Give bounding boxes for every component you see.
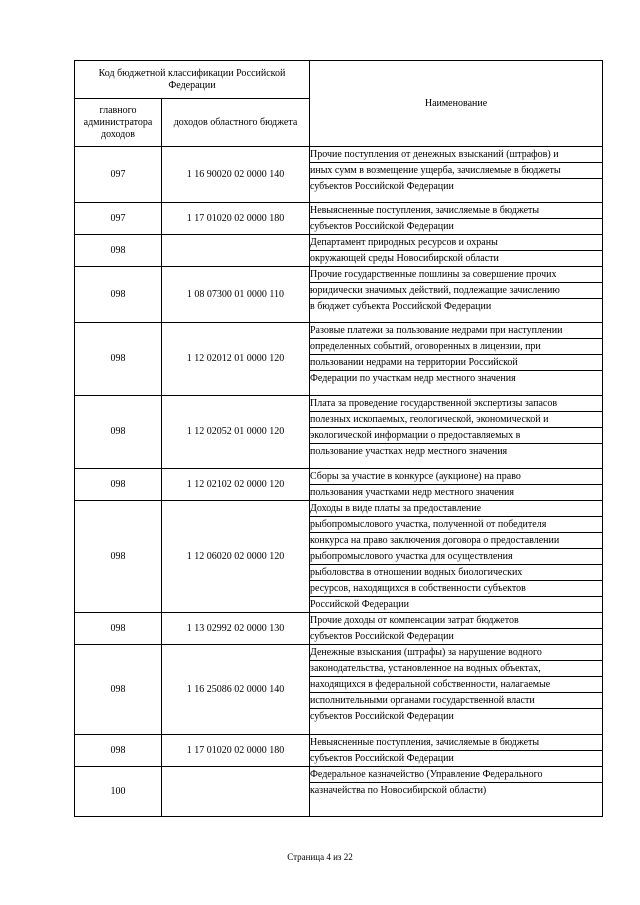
table-row	[75, 767, 603, 817]
name-line: иных сумм в возмещение ущерба, зачисляемые в бюджеты	[310, 163, 602, 179]
name-cell	[310, 501, 603, 613]
income-column-header: доходов областного бюджета	[162, 99, 310, 147]
name-cell	[310, 735, 603, 767]
income-code-cell: 1 13 02992 02 0000 130	[162, 613, 310, 645]
name-cell	[310, 267, 603, 323]
name-cell	[310, 396, 603, 469]
name-line: полезных ископаемых, геологической, экономической и	[310, 412, 602, 428]
name-column-header: Наименование	[310, 61, 603, 147]
admin-code-cell: 098	[75, 469, 162, 501]
name-line: Российской Федерации	[310, 599, 410, 610]
admin-column-header: главного администратора доходов	[75, 99, 162, 147]
name-line: Сборы за участие в конкурсе (аукционе) на право	[310, 469, 602, 485]
income-code-cell: 1 12 02102 02 0000 120	[162, 469, 310, 501]
name-line: юридически значимых действий, подлежащие зачислению	[310, 283, 602, 299]
table-row	[75, 469, 603, 501]
name-line: субъектов Российской Федерации	[310, 631, 454, 642]
admin-code-cell: 098	[75, 396, 162, 469]
name-line: Денежные взыскания (штрафы) за нарушение водного	[310, 645, 602, 661]
table-row	[75, 267, 603, 323]
table-row	[75, 501, 603, 613]
name-line: исполнительными органами государственной власти	[310, 693, 602, 709]
name-line: рыбопромыслового участка для осуществления	[310, 549, 602, 565]
name-line: экологической информации о предоставляемых в	[310, 428, 602, 444]
admin-code-cell: 098	[75, 735, 162, 767]
name-cell	[310, 469, 603, 501]
budget-classification-table	[74, 60, 603, 817]
name-line: Прочие доходы от компенсации затрат бюджетов	[310, 613, 602, 629]
table-row	[75, 735, 603, 767]
name-line: Федеральное казначейство (Управление Федерального	[310, 767, 602, 783]
income-code-cell: 1 12 02052 01 0000 120	[162, 396, 310, 469]
income-code-cell	[162, 235, 310, 267]
table-row	[75, 396, 603, 469]
name-line: законодательства, установленное на водных объектах,	[310, 661, 602, 677]
table-row	[75, 323, 603, 396]
income-code-cell: 1 08 07300 01 0000 110	[162, 267, 310, 323]
name-cell	[310, 323, 603, 396]
name-line: субъектов Российской Федерации	[310, 711, 454, 722]
kbk-group-header: Код бюджетной классификации Российской Федерации	[75, 61, 310, 99]
name-line: Департамент природных ресурсов и охраны	[310, 235, 602, 251]
name-line: Невыясненные поступления, зачисляемые в бюджеты	[310, 735, 602, 751]
income-code-cell: 1 16 90020 02 0000 140	[162, 147, 310, 203]
admin-code-cell: 098	[75, 267, 162, 323]
name-line: пользовании недрами на территории Российской	[310, 355, 602, 371]
admin-code-cell: 098	[75, 613, 162, 645]
name-line: находящихся в федеральной собственности, налагаемые	[310, 677, 602, 693]
name-line: Прочие государственные пошлины за совершение прочих	[310, 267, 602, 283]
name-line: Федерации по участкам недр местного значения	[310, 373, 516, 384]
name-line: Разовые платежи за пользование недрами при наступлении	[310, 323, 602, 339]
admin-code-cell: 097	[75, 147, 162, 203]
name-cell	[310, 645, 603, 735]
name-line: Плата за проведение государственной экспертизы запасов	[310, 396, 602, 412]
table-row	[75, 147, 603, 203]
name-line: субъектов Российской Федерации	[310, 753, 454, 764]
admin-code-cell: 098	[75, 323, 162, 396]
name-line: ресурсов, находящихся в собственности субъектов	[310, 581, 602, 597]
admin-code-cell: 097	[75, 203, 162, 235]
page-number: Страница 4 из 22	[287, 852, 353, 862]
name-line: Доходы в виде платы за предоставление	[310, 501, 602, 517]
name-line: субъектов Российской Федерации	[310, 181, 454, 192]
name-line: казначейства по Новосибирской области)	[310, 785, 487, 796]
name-line: Прочие поступления от денежных взысканий (штрафов) и	[310, 147, 602, 163]
name-line: Невыясненные поступления, зачисляемые в бюджеты	[310, 203, 602, 219]
income-code-cell	[162, 767, 310, 817]
table-row	[75, 645, 603, 735]
name-line: пользования участками недр местного значения	[310, 487, 514, 498]
admin-code-cell: 098	[75, 501, 162, 613]
name-line: окружающей среды Новосибирской области	[310, 253, 499, 264]
table-row	[75, 235, 603, 267]
name-cell	[310, 147, 603, 203]
name-line: субъектов Российской Федерации	[310, 221, 454, 232]
name-line: конкурса на право заключения договора о предоставлении	[310, 533, 602, 549]
table-body	[75, 147, 603, 817]
name-line: рыболовства в отношении водных биологических	[310, 565, 602, 581]
table-row	[75, 613, 603, 645]
name-line: рыбопромыслового участка, полученной от победителя	[310, 517, 602, 533]
name-cell	[310, 203, 603, 235]
name-cell	[310, 235, 603, 267]
income-code-cell: 1 17 01020 02 0000 180	[162, 203, 310, 235]
name-cell	[310, 613, 603, 645]
income-code-cell: 1 16 25086 02 0000 140	[162, 645, 310, 735]
income-code-cell: 1 12 06020 02 0000 120	[162, 501, 310, 613]
income-code-cell: 1 12 02012 01 0000 120	[162, 323, 310, 396]
name-line: определенных событий, оговоренных в лицензии, при	[310, 339, 602, 355]
income-code-cell: 1 17 01020 02 0000 180	[162, 735, 310, 767]
name-cell	[310, 767, 603, 817]
admin-code-cell: 098	[75, 235, 162, 267]
admin-code-cell: 100	[75, 767, 162, 817]
table-row	[75, 203, 603, 235]
admin-code-cell: 098	[75, 645, 162, 735]
name-line: пользование участках недр местного значения	[310, 446, 508, 457]
name-line: в бюджет субъекта Российской Федерации	[310, 301, 492, 312]
